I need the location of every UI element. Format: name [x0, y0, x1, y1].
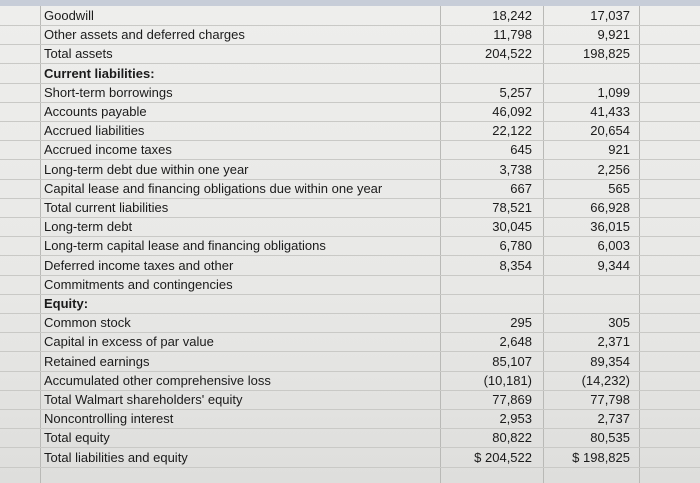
table-row[interactable]: [0, 353, 700, 372]
table-row[interactable]: [0, 7, 700, 26]
value-2018: 2,371: [597, 334, 630, 349]
value-2019: 5,257: [499, 85, 532, 100]
value-2019: 85,107: [492, 354, 532, 369]
row-label: Retained earnings: [44, 354, 150, 369]
table-row[interactable]: [0, 237, 700, 256]
table-row[interactable]: [0, 103, 700, 122]
row-label: Total equity: [44, 430, 110, 445]
value-2018: 77,798: [590, 392, 630, 407]
value-2019: (10,181): [483, 373, 532, 388]
row-label: Total current liabilities: [44, 200, 169, 215]
row-label: Noncontrolling interest: [44, 411, 174, 426]
value-2018: 1,099: [597, 85, 630, 100]
table-row[interactable]: [0, 429, 700, 448]
value-2018: 36,015: [590, 219, 630, 234]
value-2019: 204,522: [485, 46, 532, 61]
value-2019: 30,045: [492, 219, 532, 234]
table-row[interactable]: [0, 391, 700, 410]
row-label: Current liabilities:: [44, 66, 155, 81]
table-row[interactable]: [0, 141, 700, 160]
row-label: Short-term borrowings: [44, 85, 173, 100]
table-row[interactable]: [0, 449, 700, 468]
value-2019: 6,780: [499, 238, 532, 253]
row-label: Total liabilities and equity: [44, 450, 188, 465]
table-row[interactable]: [0, 372, 700, 391]
value-2018: 921: [608, 142, 630, 157]
value-2018: 6,003: [597, 238, 630, 253]
table-row[interactable]: [0, 180, 700, 199]
row-label: Commitments and contingencies: [44, 277, 233, 292]
value-2019: 2,648: [499, 334, 532, 349]
row-label: Long-term capital lease and financing obligations: [44, 238, 326, 253]
row-label: Common stock: [44, 315, 131, 330]
row-label: Long-term debt: [44, 219, 133, 234]
table-row[interactable]: [0, 410, 700, 429]
value-2019: 46,092: [492, 104, 532, 119]
row-label: Capital in excess of par value: [44, 334, 214, 349]
value-2019: $ 204,522: [474, 450, 532, 465]
value-2018: 41,433: [590, 104, 630, 119]
value-2018: 198,825: [583, 46, 630, 61]
table-row[interactable]: [0, 45, 700, 64]
value-2019: 11,798: [493, 27, 532, 42]
value-2019: 77,869: [492, 392, 532, 407]
table-row[interactable]: [0, 295, 700, 314]
row-label: Accumulated other comprehensive loss: [44, 373, 271, 388]
value-2018: 80,535: [590, 430, 630, 445]
row-label: Long-term debt due within one year: [44, 162, 249, 177]
row-label: Capital lease and financing obligations due within one year: [44, 181, 383, 196]
value-2019: 2,953: [499, 411, 532, 426]
row-label: Goodwill: [44, 8, 94, 23]
table-row[interactable]: [0, 161, 700, 180]
row-label: Accrued liabilities: [44, 123, 145, 138]
value-2018: 20,654: [590, 123, 630, 138]
value-2019: 80,822: [492, 430, 532, 445]
value-2019: 78,521: [492, 200, 532, 215]
value-2018: 66,928: [590, 200, 630, 215]
value-2018: 9,921: [597, 27, 630, 42]
value-2019: 18,242: [492, 8, 532, 23]
value-2019: 8,354: [499, 258, 532, 273]
row-label: Equity:: [44, 296, 89, 311]
header-band: [0, 0, 700, 6]
row-label: Total Walmart shareholders' equity: [44, 392, 243, 407]
value-2018: 565: [608, 181, 630, 196]
table-row[interactable]: [0, 26, 700, 45]
row-label: Other assets and deferred charges: [44, 27, 245, 42]
table-row[interactable]: [0, 199, 700, 218]
value-2018: 17,037: [590, 8, 630, 23]
value-2018: 2,737: [597, 411, 630, 426]
row-label: Accounts payable: [44, 104, 147, 119]
table-row[interactable]: [0, 314, 700, 333]
table-row[interactable]: [0, 218, 700, 237]
table-row[interactable]: [0, 122, 700, 141]
row-label: Deferred income taxes and other: [44, 258, 234, 273]
value-2018: $ 198,825: [572, 450, 630, 465]
value-2019: 22,122: [492, 123, 532, 138]
value-2019: 3,738: [499, 162, 532, 177]
value-2018: 9,344: [597, 258, 630, 273]
row-label: Total assets: [44, 46, 113, 61]
table-row[interactable]: [0, 84, 700, 103]
table-row[interactable]: [0, 276, 700, 295]
table-row[interactable]: [0, 257, 700, 276]
value-2019: 667: [510, 181, 532, 196]
value-2019: 295: [510, 315, 532, 330]
value-2018: 2,256: [597, 162, 630, 177]
table-row[interactable]: [0, 65, 700, 84]
value-2018: 89,354: [590, 354, 630, 369]
value-2019: 645: [510, 142, 532, 157]
value-2018: (14,232): [581, 373, 630, 388]
value-2018: 305: [608, 315, 630, 330]
row-label: Accrued income taxes: [44, 142, 172, 157]
table-row[interactable]: [0, 333, 700, 352]
